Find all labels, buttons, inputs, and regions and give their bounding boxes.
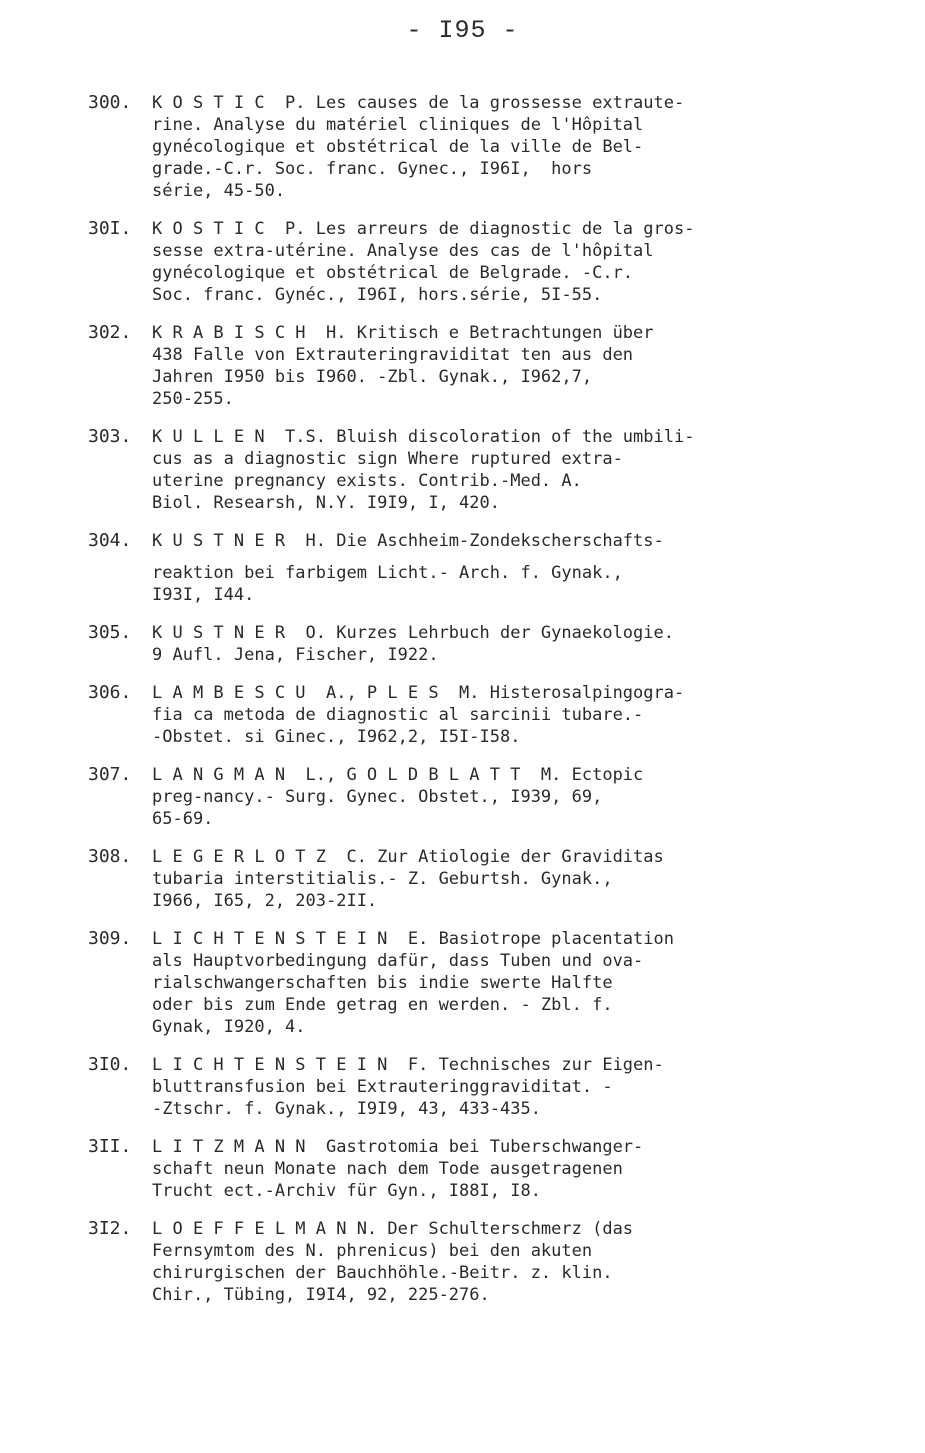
entry-line: 9 Aufl. Jena, Fischer, I922. [152,645,439,665]
bibliography-list [88,92,908,1322]
entry-line: gynécologique et obstétrical de la ville de Bel- [152,137,644,157]
entry-number: 30I. [88,218,132,239]
entry-line: série, 45-50. [152,181,286,201]
entry-text [152,92,908,202]
entry-line: L A N G M A N L., G O L D B L A T T M. Ectopic [152,765,644,785]
entry-line: 250-255. [152,389,234,409]
entry-line: L O E F F E L M A N N. Der Schulterschmerz (das [152,1219,634,1239]
entry-line: Biol. Researsh, N.Y. I9I9, I, 420. [152,493,500,513]
entry-number: 300. [88,92,132,113]
bibliography-entry [88,1054,908,1120]
entry-line: L I C H T E N S T E I N E. Basiotrope placentation [152,929,674,949]
entry-text [152,928,908,1038]
entry-line: reaktion bei farbigem Licht.- Arch. f. Gynak., [152,563,623,583]
entry-line: I966, I65, 2, 203-2II. [152,891,378,911]
entry-line: Jahren I950 bis I960. -Zbl. Gynak., I962,7, [152,367,593,387]
entry-line: L E G E R L O T Z C. Zur Atiologie der Graviditas [152,847,664,867]
bibliography-entry [88,530,908,606]
entry-number: 305. [88,622,132,643]
entry-line: -Ztschr. f. Gynak., I9I9, 43, 433-435. [152,1099,541,1119]
entry-line: Chir., Tübing, I9I4, 92, 225-276. [152,1285,490,1305]
page-number: - I95 - [406,16,519,45]
entry-number: 307. [88,764,132,785]
entry-line: uterine pregnancy exists. Contrib.-Med. A. [152,471,582,491]
entry-line: K O S T I C P. Les causes de la grossesse extraute- [152,93,685,113]
entry-line: L I T Z M A N N Gastrotomia bei Tuberschwanger- [152,1137,644,1157]
bibliography-entry [88,846,908,912]
entry-line: L I C H T E N S T E I N F. Technisches zur Eigen- [152,1055,664,1075]
entry-line: tubaria interstitialis.- Z. Geburtsh. Gynak., [152,869,613,889]
entry-number: 3I2. [88,1218,132,1239]
entry-line: rialschwangerschaften bis indie swerte Halfte [152,973,613,993]
entry-line: 438 Falle von Extrauteringraviditat ten aus den [152,345,634,365]
entry-number: 3II. [88,1136,132,1157]
entry-text [152,622,908,666]
entry-line: fia ca metoda de diagnostic al sarcinii tubare.- [152,705,644,725]
entry-text [152,1054,908,1120]
bibliography-entry [88,92,908,202]
bibliography-entry [88,322,908,410]
entry-line: K O S T I C P. Les arreurs de diagnostic de la gros- [152,219,695,239]
entry-text [152,764,908,830]
entry-text [152,322,908,410]
entry-line: Soc. franc. Gynéc., I96I, hors.série, 5I-55. [152,285,603,305]
entry-text [152,1218,908,1306]
entry-line: grade.-C.r. Soc. franc. Gynec., I96I, hors [152,159,593,179]
entry-line: rine. Analyse du matériel cliniques de l'Hôpital [152,115,644,135]
entry-line: schaft neun Monate nach dem Tode ausgetragenen [152,1159,623,1179]
entry-text [152,1136,908,1202]
bibliography-entry [88,1218,908,1306]
entry-line: K U S T N E R H. Die Aschheim-Zondekscherschafts- [152,531,664,551]
entry-line: cus as a diagnostic sign Where ruptured extra- [152,449,623,469]
entry-text [152,530,908,606]
entry-number: 306. [88,682,132,703]
bibliography-entry [88,218,908,306]
entry-number: 309. [88,928,132,949]
entry-line: 65-69. [152,809,214,829]
entry-line: K R A B I S C H H. Kritisch e Betrachtungen über [152,323,654,343]
entry-number: 304. [88,530,132,551]
entry-line [152,552,908,562]
entry-line: K U L L E N T.S. Bluish discoloration of the umbili- [152,427,695,447]
bibliography-entry [88,1136,908,1202]
entry-line: I93I, I44. [152,585,255,605]
bibliography-entry [88,426,908,514]
entry-number: 308. [88,846,132,867]
entry-line: als Hauptvorbedingung dafür, dass Tuben und ova- [152,951,644,971]
entry-line: sesse extra-utérine. Analyse des cas de l'hôpital [152,241,654,261]
entry-line: preg-nancy.- Surg. Gynec. Obstet., I939, 69, [152,787,603,807]
entry-text [152,218,908,306]
entry-line: chirurgischen der Bauchhöhle.-Beitr. z. klin. [152,1263,613,1283]
entry-line: -Obstet. si Ginec., I962,2, I5I-I58. [152,727,521,747]
entry-text [152,426,908,514]
bibliography-entry [88,928,908,1038]
entry-line: gynécologique et obstétrical de Belgrade. -C.r. [152,263,634,283]
entry-text [152,846,908,912]
entry-line: Gynak, I920, 4. [152,1017,306,1037]
entry-line: bluttransfusion bei Extrauteringgraviditat. - [152,1077,613,1097]
bibliography-entry [88,682,908,748]
entry-line: K U S T N E R O. Kurzes Lehrbuch der Gynaekologie. [152,623,674,643]
entry-number: 3I0. [88,1054,132,1075]
entry-line: oder bis zum Ende getrag en werden. - Zbl. f. [152,995,613,1015]
entry-text [152,682,908,748]
entry-line: Trucht ect.-Archiv für Gyn., I88I, I8. [152,1181,541,1201]
entry-number: 302. [88,322,132,343]
entry-number: 303. [88,426,132,447]
entry-line: L A M B E S C U A., P L E S M. Histerosalpingogra- [152,683,685,703]
bibliography-entry [88,764,908,830]
entry-line: Fernsymtom des N. phrenicus) bei den akuten [152,1241,593,1261]
bibliography-entry [88,622,908,666]
